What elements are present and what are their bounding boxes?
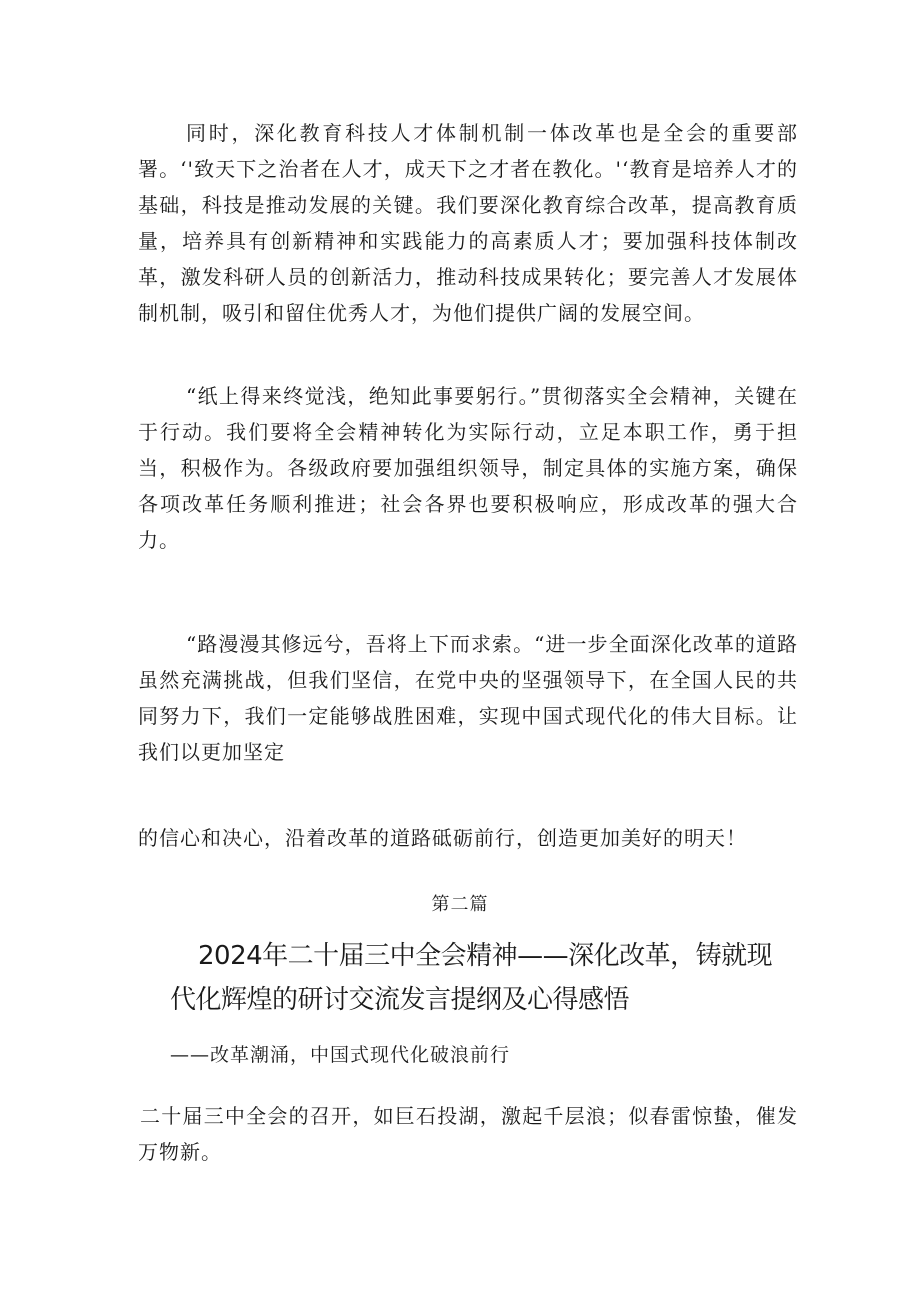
paragraph-outlook-continued: 的信心和决心，沿着改革的道路砥砺前行，创造更加美好的明天！ — [138, 826, 747, 850]
article-title — [170, 934, 810, 1022]
paragraph-education-reform: 同时，深化教育科技人才体制机制一体改革也是全会的重要部署。‘'致天下之治者在人才，成天下之才者在教化。'‘教育是培养人才的基础，科技是推动发展的关键。我们要深化教育综合改革，提高教育质量，培养具有创新精神和实践能力的高素质人才；要加强科技体制改革，激发科研人员的创新活力，推动科技成果转化；要完善人才发展体制机制，吸引和留住优秀人才，为他们提供广阔的发展空间。 — [138, 121, 798, 325]
article-title-line-2: 代化辉煌的研讨交流发言提纲及心得感悟 — [170, 985, 630, 1015]
article-subtitle: ——改革潮涌，中国式现代化破浪前行 — [170, 1044, 511, 1066]
paragraph-opening: 二十届三中全会的召开，如巨石投湖，激起千层浪；似春雷惊蛰，催发万物新。 — [138, 1104, 798, 1164]
paragraph-outlook: “路漫漫其修远兮，吾将上下而求索。“进一步全面深化改革的道路虽然充满挑战，但我们坚信，在党中央的坚强领导下，在全国人民的共同努力下，我们一定能够战胜困难，实现中国式现代化的伟大目标。让我们以更加坚定 — [138, 632, 798, 764]
section-label: 第二篇 — [431, 894, 489, 915]
paragraph-action: “纸上得来终觉浅，绝知此事要躬行。”贯彻落实全会精神，关键在于行动。我们要将全会精神转化为实际行动，立足本职工作，勇于担当，积极作为。各级政府要加强组织领导，制定具体的实施方案，确保各项改革任务顺利推进；社会各界也要积极响应，形成改革的强大合力。 — [138, 384, 798, 552]
article-title-line-1: 2024年二十届三中全会精神——深化改革，铸就现 — [198, 941, 773, 971]
